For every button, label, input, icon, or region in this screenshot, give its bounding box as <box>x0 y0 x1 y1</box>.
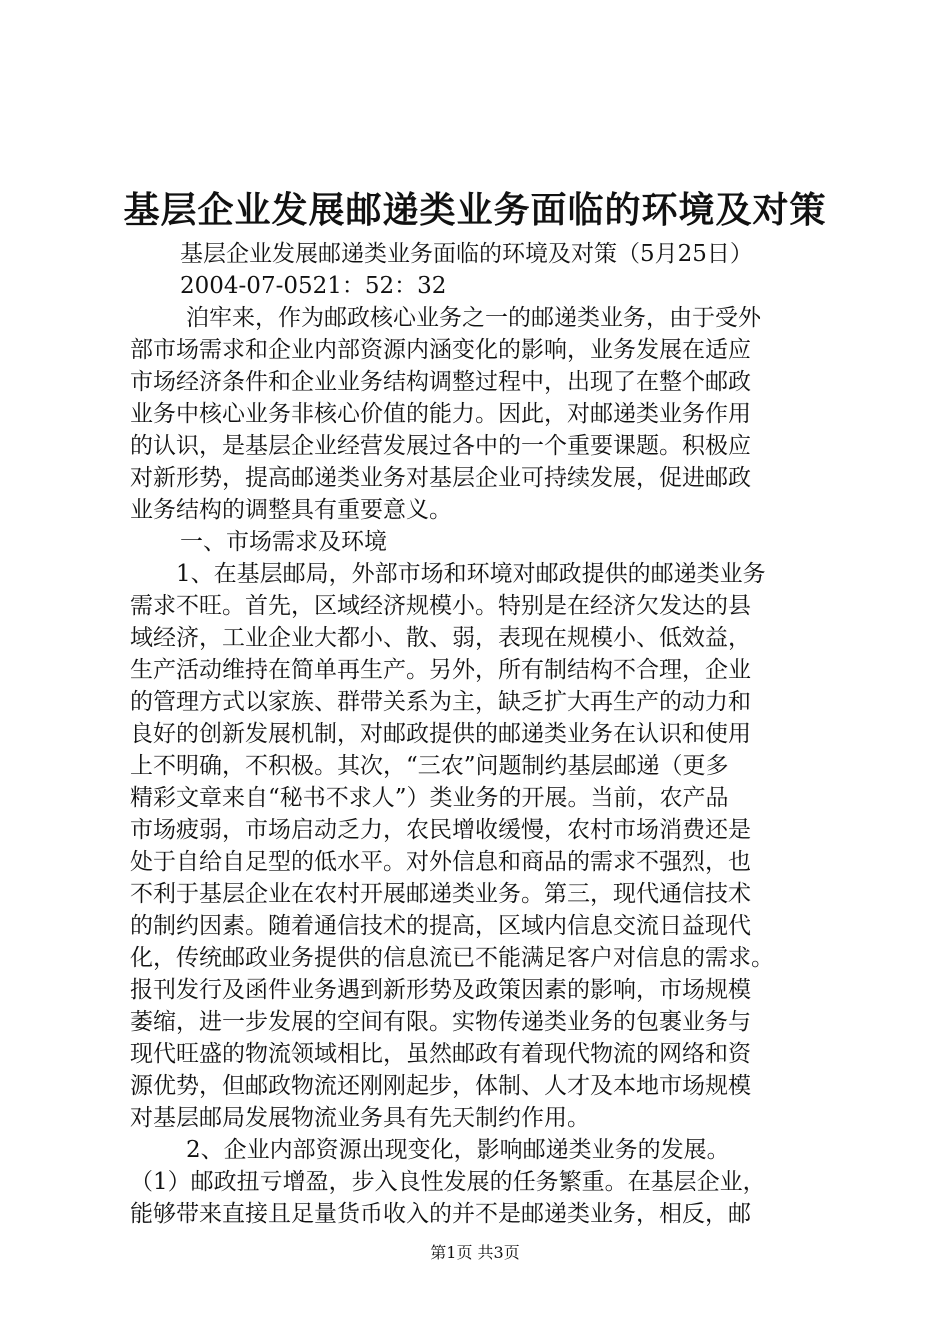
paragraph-line: 的管理方式以家族、群带关系为主，缺乏扩大再生产的动力和 <box>130 689 751 715</box>
paragraph-line: 域经济，工业企业大都小、散、弱，表现在规模小、低效益， <box>130 625 751 651</box>
paragraph-line: 不利于基层企业在农村开展邮递类业务。第三，现代通信技术 <box>130 881 751 907</box>
paragraph-line: 上不明确，不积极。其次，“三农”问题制约基层邮递（更多 <box>130 753 729 779</box>
paragraph-line: 泊牢来，作为邮政核心业务之一的邮递类业务，由于受外 <box>186 305 761 331</box>
page-number: 第1页 共3页 <box>430 1243 520 1262</box>
paragraph-line: 精彩文章来自“秘书不求人”）类业务的开展。当前，农产品 <box>130 785 729 811</box>
paragraph-line: 需求不旺。首先，区域经济规模小。特别是在经济欠发达的县 <box>130 593 751 619</box>
paragraph-line: 的制约因素。随着通信技术的提高，区域内信息交流日益现代 <box>130 913 751 939</box>
paragraph-line: 现代旺盛的物流领域相比，虽然邮政有着现代物流的网络和资 <box>130 1041 751 1067</box>
paragraph-line: 源优势，但邮政物流还刚刚起步，体制、人才及本地市场规模 <box>130 1073 751 1099</box>
document-title: 基层企业发展邮递类业务面临的环境及对策 <box>123 189 827 231</box>
paragraph-line: 业务中核心业务非核心价值的能力。因此，对邮递类业务作用 <box>130 401 751 427</box>
paragraph-line: 能够带来直接且足量货币收入的并不是邮递类业务，相反，邮 <box>130 1201 751 1227</box>
paragraph-line: 市场经济条件和企业业务结构调整过程中，出现了在整个邮政 <box>130 369 751 395</box>
document-body <box>130 238 830 1230</box>
paragraph-line: 报刊发行及函件业务遇到新形势及政策因素的影响，市场规模 <box>130 977 751 1003</box>
paragraph-line: 部市场需求和企业内部资源内涵变化的影响，业务发展在适应 <box>130 337 751 363</box>
subtitle-line: 基层企业发展邮递类业务面临的环境及对策（5月25日） <box>180 241 753 267</box>
paragraph-line: 对基层邮局发展物流业务具有先天制约作用。 <box>130 1105 590 1131</box>
paragraph-line: 化，传统邮政业务提供的信息流已不能满足客户对信息的需求。 <box>130 945 774 971</box>
paragraph-line: 生产活动维持在简单再生产。另外，所有制结构不合理，企业 <box>130 657 751 683</box>
paragraph-line: 处于自给自足型的低水平。对外信息和商品的需求不强烈，也 <box>130 849 751 875</box>
paragraph-line: 2、企业内部资源出现变化，影响邮递类业务的发展。 <box>186 1137 730 1163</box>
paragraph-line: 对新形势，提高邮递类业务对基层企业可持续发展，促进邮政 <box>130 465 751 491</box>
paragraph-line: 的认识，是基层企业经营发展过各中的一个重要课题。积极应 <box>130 433 751 459</box>
paragraph-line: （1）邮政扭亏增盈，步入良性发展的任务繁重。在基层企业， <box>130 1169 766 1195</box>
timestamp-line: 2004-07-0521：52：32 <box>180 273 447 299</box>
paragraph-line: 业务结构的调整具有重要意义。 <box>130 497 452 523</box>
paragraph-line: 市场疲弱，市场启动乏力，农民增收缓慢，农村市场消费还是 <box>130 817 751 843</box>
paragraph-line: 1、在基层邮局，外部市场和环境对邮政提供的邮递类业务 <box>176 561 766 587</box>
section-heading: 一、市场需求及环境 <box>180 529 387 555</box>
paragraph-line: 萎缩，进一步发展的空间有限。实物传递类业务的包裹业务与 <box>130 1009 751 1035</box>
paragraph-line: 良好的创新发展机制，对邮政提供的邮递类业务在认识和使用 <box>130 721 751 747</box>
